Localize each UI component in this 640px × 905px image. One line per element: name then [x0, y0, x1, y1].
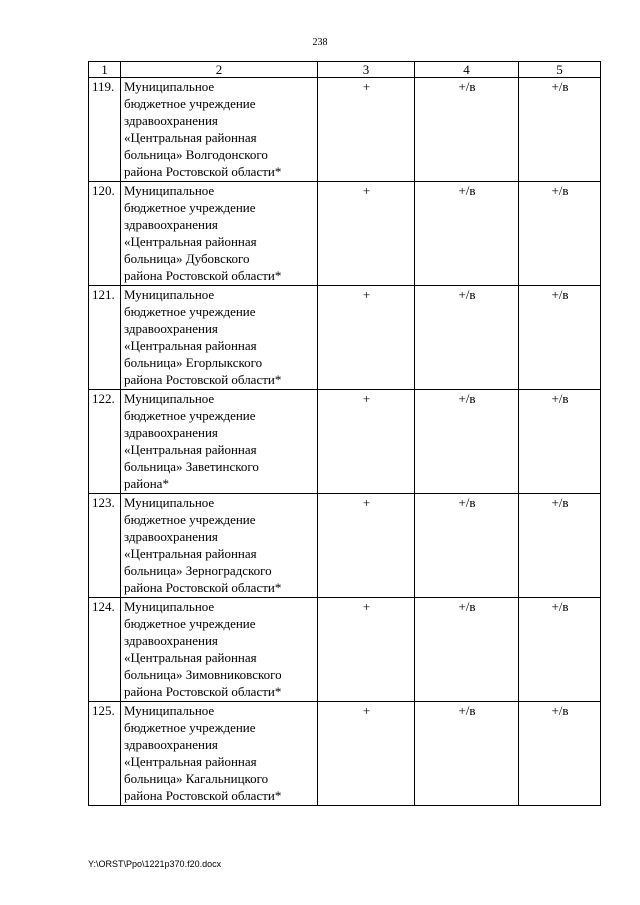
column-header-4: 4	[415, 62, 519, 78]
institution-name: Муниципальное бюджетное учреждение здравоохранения «Центральная районная больница» Кагальницкого района Ростовской области*	[121, 702, 318, 806]
column-header-5: 5	[519, 62, 601, 78]
column-5-mark: +/в	[519, 78, 601, 182]
column-4-mark: +/в	[415, 702, 519, 806]
table-row	[89, 182, 601, 286]
column-5-mark: +/в	[519, 286, 601, 390]
column-4-mark: +/в	[415, 182, 519, 286]
footer-file-path: Y:\ORST\Ppo\1221p370.f20.docx	[88, 859, 222, 869]
table-row	[89, 78, 601, 182]
column-header-2: 2	[121, 62, 318, 78]
column-5-mark: +/в	[519, 494, 601, 598]
table-row	[89, 390, 601, 494]
institution-name: Муниципальное бюджетное учреждение здравоохранения «Центральная районная больница» Волгодонского района Ростовской области*	[121, 78, 318, 182]
institution-name: Муниципальное бюджетное учреждение здравоохранения «Центральная районная больница» Зерноградского района Ростовской области*	[121, 494, 318, 598]
institution-name: Муниципальное бюджетное учреждение здравоохранения «Центральная районная больница» Дубовского района Ростовской области*	[121, 182, 318, 286]
table-header-row	[89, 62, 601, 78]
row-number: 121.	[89, 286, 121, 390]
column-3-mark: +	[318, 78, 415, 182]
column-3-mark: +	[318, 494, 415, 598]
column-5-mark: +/в	[519, 390, 601, 494]
institutions-table	[88, 61, 601, 806]
table-row	[89, 702, 601, 806]
column-header-3: 3	[318, 62, 415, 78]
row-number: 123.	[89, 494, 121, 598]
column-5-mark: +/в	[519, 182, 601, 286]
column-4-mark: +/в	[415, 286, 519, 390]
institution-name: Муниципальное бюджетное учреждение здравоохранения «Центральная районная больница» Егорлыкского района Ростовской области*	[121, 286, 318, 390]
column-5-mark: +/в	[519, 702, 601, 806]
row-number: 124.	[89, 598, 121, 702]
page-number: 238	[312, 37, 328, 48]
column-header-1: 1	[89, 62, 121, 78]
column-3-mark: +	[318, 598, 415, 702]
column-3-mark: +	[318, 390, 415, 494]
row-number: 125.	[89, 702, 121, 806]
row-number: 122.	[89, 390, 121, 494]
row-number: 119.	[89, 78, 121, 182]
column-3-mark: +	[318, 286, 415, 390]
column-4-mark: +/в	[415, 390, 519, 494]
institution-name: Муниципальное бюджетное учреждение здравоохранения «Центральная районная больница» Заветинского района*	[121, 390, 318, 494]
column-4-mark: +/в	[415, 78, 519, 182]
column-4-mark: +/в	[415, 598, 519, 702]
table-row	[89, 286, 601, 390]
column-4-mark: +/в	[415, 494, 519, 598]
column-3-mark: +	[318, 182, 415, 286]
table-row	[89, 494, 601, 598]
column-5-mark: +/в	[519, 598, 601, 702]
table-row	[89, 598, 601, 702]
institution-name: Муниципальное бюджетное учреждение здравоохранения «Центральная районная больница» Зимовниковского района Ростовской области*	[121, 598, 318, 702]
column-3-mark: +	[318, 702, 415, 806]
row-number: 120.	[89, 182, 121, 286]
